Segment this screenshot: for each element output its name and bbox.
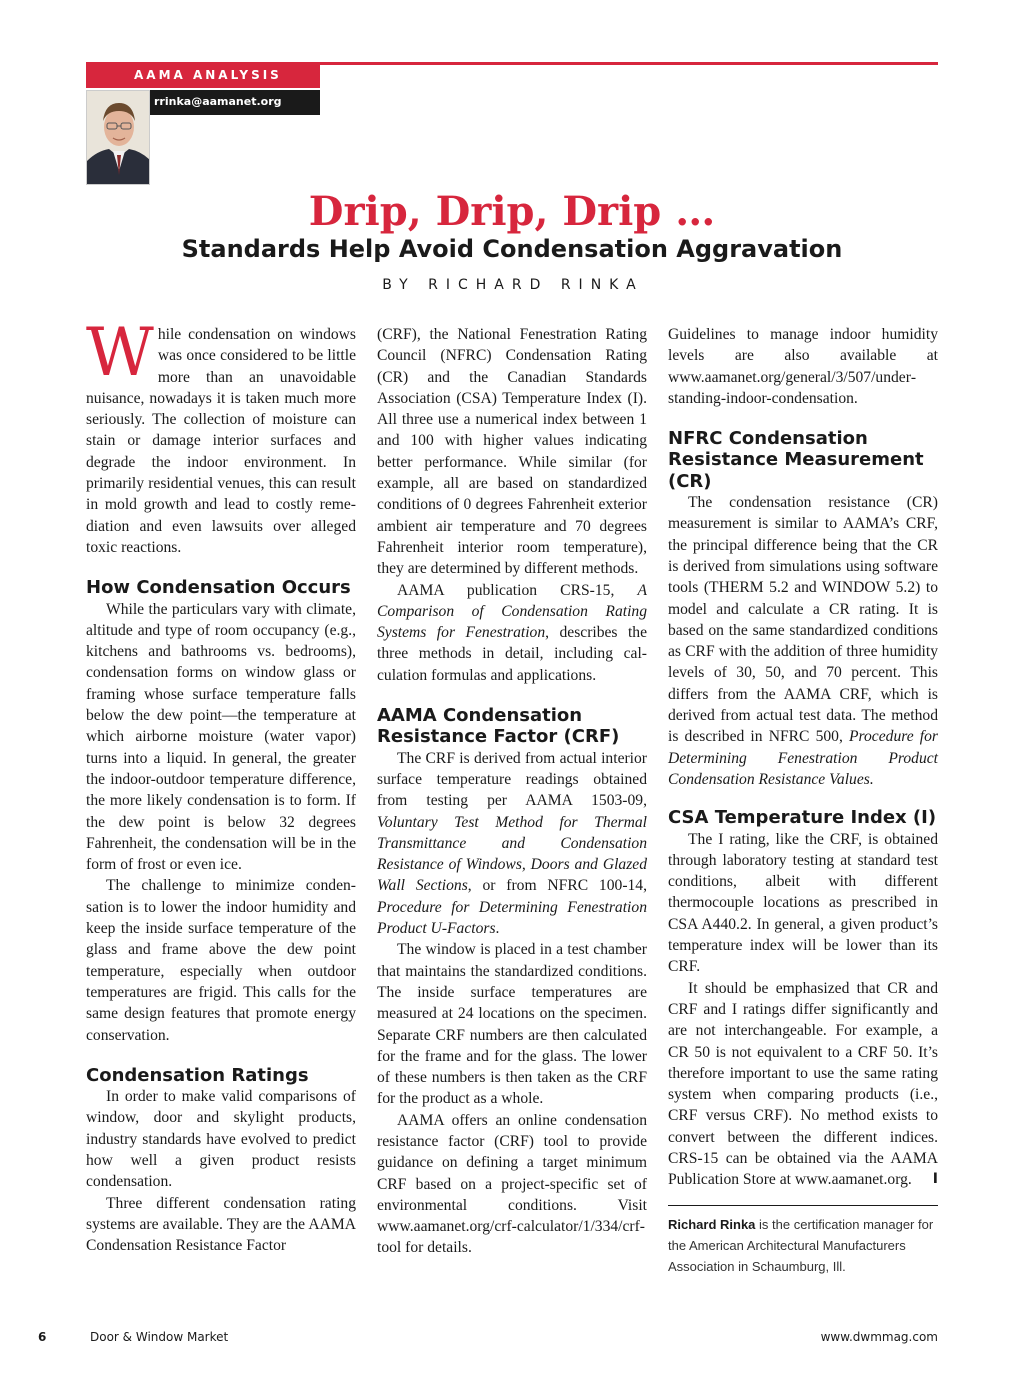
paragraph xyxy=(668,492,938,790)
bio-name: Richard Rinka xyxy=(668,1216,756,1232)
heading-nfrc-cr: NFRC Condensation Resistance Measurement (CR) xyxy=(668,428,924,492)
paragraph: Guidelines to manage indoor humidity levels are also available at www.aamanet.org/general/3/507/understanding-indoor-condensation. xyxy=(668,326,938,407)
author-bio xyxy=(668,1214,938,1277)
paragraph xyxy=(377,580,647,686)
page-number: 6 xyxy=(38,1330,47,1344)
heading-csa-temperature-index: CSA Temperature Index (I) xyxy=(668,807,937,829)
text-run: The condensation resistance (CR) measurement is similar to AAMA’s CRF, the principal difference being that the CR is derived from simulations using software tools (THERM 5.2 and WINDOW 5.2) to model and calculate a CR rating. It is based on the same standardized conditions as CRF with the addition of three humidity levels of 30, 50, and 70 percent. This differs from the AAMA CRF, which is derived from actual test data. The method is described in NFRC 500, xyxy=(668,494,938,746)
publication-name: Door & Window Market xyxy=(90,1330,229,1344)
email-banner xyxy=(150,90,320,115)
text-run: , or from NFRC 100-14, xyxy=(467,877,648,895)
bio-divider xyxy=(668,1205,938,1206)
paragraph: The window is placed in a test chamber that maintains the standardized conditions. The inside surface temperatures are measured at 24 locations on the specimen. Separate CRF numbers are then calculated for the frame and for the glass. The lower of these numbers is then taken as the CRF for the product as a whole. xyxy=(377,941,647,1108)
heading-aama-crf: AAMA Condensation Resistance Factor (CRF) xyxy=(377,705,620,748)
paragraph: While the particulars vary with climate, altitude and type of room occupancy (e.g., kitchens and bathrooms vs. bedrooms), condensation forms on window glass or framing whose surface temperature falls below the dew point—the temperature at which airborne moisture (water vapor) turns into a liquid. In general, the greater the indoor-outdoor temperature difference, the more likely condensation is to form. If the dew point is below 32 degrees Fahrenheit, the condensation will be in the form of frost or even ice. xyxy=(86,600,356,874)
drop-cap: W xyxy=(86,314,154,391)
article-title: Drip, Drip, Drip … xyxy=(308,188,716,235)
text-run: AAMA publication CRS-15, xyxy=(397,581,638,599)
paragraph: AAMA offers an online condensation resistance factor (CRF) tool to provide guidance on defining a target minimum CRF based on a project-specific set of environmental conditions. Visit www.aamanet.org/crf-calculator/1/334/crf-tool for details. xyxy=(377,1111,647,1257)
standard-title: Voluntary Test Method for Thermal Transmittance and Condensation Resistance of Windows, Doors and Glazed Wall Sections xyxy=(377,813,647,895)
article-byline: BY RICHARD RINKA xyxy=(382,277,644,293)
paragraph xyxy=(377,748,647,940)
paragraph: The I rating, like the CRF, is obtained through laboratory testing at standard test conditions, albeit with different thermocouple locations as prescribed in CSA A440.2. In general, a given product’s temperature index will be lower than its CRF. xyxy=(668,830,938,976)
author-portrait-image xyxy=(87,91,150,185)
paragraph xyxy=(668,978,938,1191)
text-run: , describes the three methods in detail, including calculation formulas and applications. xyxy=(377,624,647,684)
header-rule xyxy=(320,62,938,65)
end-mark: I xyxy=(932,1171,938,1188)
text-run: . xyxy=(495,920,500,938)
publication-title: A Comparison of Condensation Rating Systems for Fenestration xyxy=(377,581,647,642)
paragraph: (CRF), the National Fenestration Rating Council (NFRC) Condensation Rating (CR) and the Canadian Standards Association (CSA) Temperature Index (I). All three use a numerical index between 1 and 100 with higher values indicating better performance. While similar (for example, all are based on standardized conditions of 0 degrees Fahrenheit exterior ambient air temperature and 70 degrees Fahrenheit interior room temperature), they are determined by different methods. xyxy=(377,326,647,578)
column-3 xyxy=(668,324,938,1277)
column-2 xyxy=(377,324,647,1259)
paragraph: The challenge to minimize condensation is to lower the indoor humidity and keep the inside surface temperature of the glass and frame above the dew point temperature, especially when outdoor temperatures are frigid. This calls for the same design features that promote energy conservation. xyxy=(86,877,356,1044)
section-label: AAMA ANALYSIS xyxy=(134,68,282,82)
article-subtitle: Standards Help Avoid Condensation Aggravation xyxy=(181,235,843,263)
heading-condensation-ratings: Condensation Ratings xyxy=(86,1064,309,1086)
column-1 xyxy=(86,314,356,1256)
section-banner xyxy=(86,62,320,88)
intro-paragraph xyxy=(86,314,356,558)
text-run: It should be emphasized that CR and CRF and I ratings differ significantly and are not interchangeable. For example, a CR 50 is not equivalent to a CRF 50. It’s therefore important to use the same rating system when comparing products (i.e., CRF versus CRF). No method exists to convert between the different indices. CRS-15 can be obtained via the AAMA Publication Store at www.aamanet.org. xyxy=(668,979,938,1189)
heading-how-condensation-occurs: How Condensation Occurs xyxy=(86,577,351,599)
author-photo xyxy=(86,90,150,185)
intro-text: hile condensation on windows was once considered to be little more than an unavoidable nuisance, nowadays it is taken much more seriously. The collection of moisture can stain or damage interior surfaces and degrade the indoor environment. In primarily residential venues, this can result in mold growth and lead to costly remediation and even lawsuits over alleged toxic reactions. xyxy=(86,326,356,556)
paragraph: In order to make valid comparisons of window, door and skylight products, industry standards have evolved to predict how well a given product resists condensation. xyxy=(86,1088,356,1191)
author-email[interactable]: rrinka@aamanet.org xyxy=(154,95,282,108)
paragraph: Three different condensation rating systems are available. They are the AAMA Condensation Resistance Factor xyxy=(86,1194,356,1255)
standard-title: Procedure for Determining Fenestration Product U-Factors xyxy=(377,898,647,938)
footer-url[interactable]: www.dwmmag.com xyxy=(820,1330,938,1344)
standard-title: Procedure for Determining Fenestration Product Condensation Resistance Values. xyxy=(668,728,938,788)
bio-text: is the certification manager for the American Architectural Manufacturers Association in Schaumburg, Ill. xyxy=(668,1216,934,1274)
text-run: The CRF is derived from actual interior surface temperature readings obtained from testing per AAMA 1503-09, xyxy=(377,749,647,810)
